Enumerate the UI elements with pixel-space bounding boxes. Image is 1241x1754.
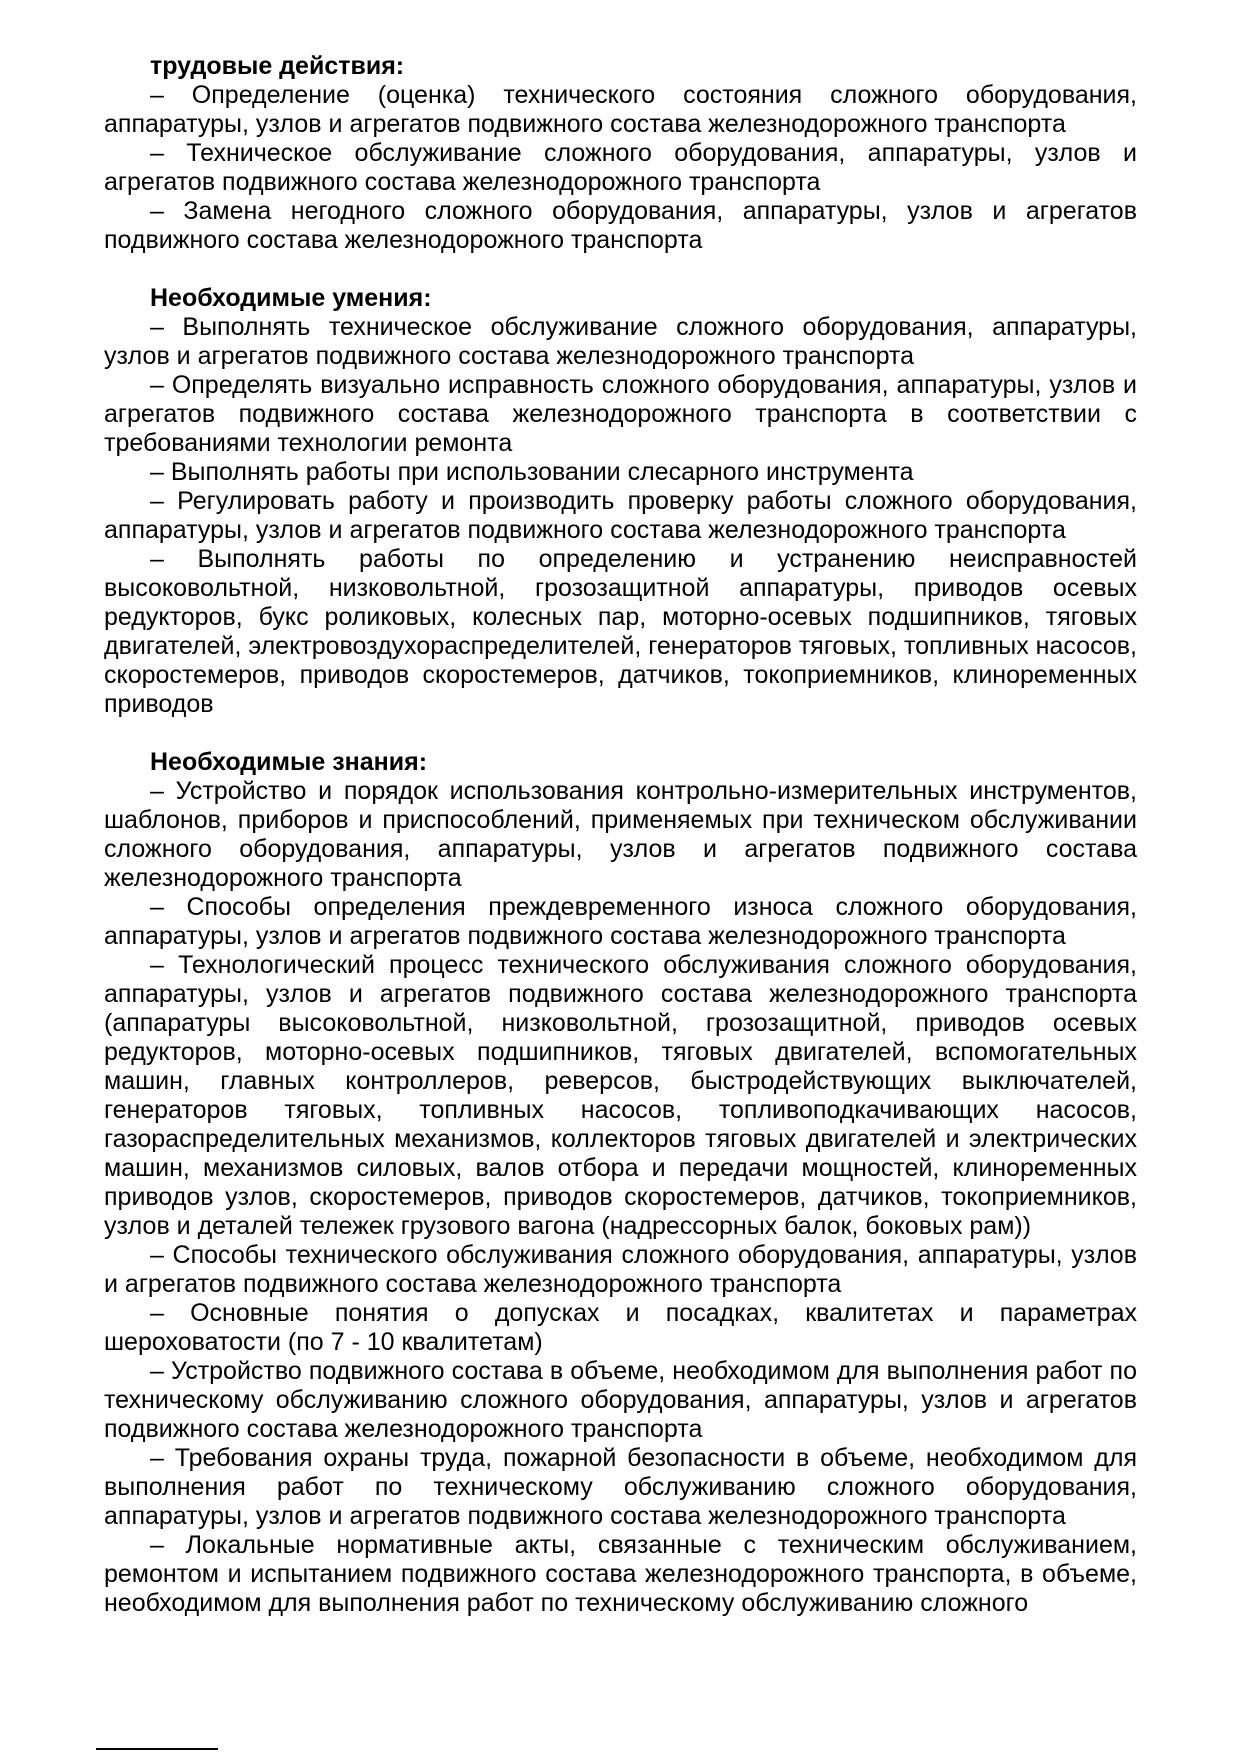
footnote-separator-line — [96, 1748, 218, 1750]
paragraph: – Устройство подвижного состава в объеме, необходимом для выполнения работ по техническому обслуживанию сложного оборудования, аппаратуры, узлов и агрегатов подвижного состава железнодорожного транспорта — [104, 1357, 1137, 1443]
section-heading: Необходимые знания: — [150, 748, 428, 776]
paragraph: – Регулировать работу и производить проверку работы сложного оборудования, аппаратуры, узлов и агрегатов подвижного состава железнодорожного транспорта — [104, 487, 1137, 544]
paragraph: – Требования охраны труда, пожарной безопасности в объеме, необходимом для выполнения работ по техническому обслуживанию сложного оборудования, аппаратуры, узлов и агрегатов подвижного состава железнодорожного транспорта — [104, 1444, 1137, 1530]
section-heading: Необходимые умения: — [150, 284, 432, 312]
paragraph: – Технологический процесс технического обслуживания сложного оборудования, аппаратуры, узлов и агрегатов подвижного состава железнодорожного транспорта (аппаратуры высоковольтной, низковольтной, грозозащитной, приводов осевых редукторов, моторно-осевых подшипников, тяговых двигателей, вспомогательных машин, главных контроллеров, реверсов, быстродействующих выключателей, генераторов тяговых, топливных насосов, топливоподкачивающих насосов, газораспределительных механизмов, коллекторов тяговых двигателей и электрических машин, механизмов силовых, валов отбора и передачи мощностей, клиноременных приводов узлов, скоростемеров, приводов скоростемеров, датчиков, токоприемников, узлов и деталей тележек грузового вагона (надрессорных балок, боковых рам)) — [104, 951, 1137, 1240]
paragraph: – Устройство и порядок использования контрольно-измерительных инструментов, шаблонов, приборов и приспособлений, применяемых при техническом обслуживании сложного оборудования, аппаратуры, узлов и агрегатов подвижного состава железнодорожного транспорта — [104, 777, 1137, 892]
paragraph: – Выполнять работы при использовании слесарного инструмента — [150, 458, 914, 486]
section-heading: трудовые действия: — [150, 52, 405, 80]
paragraph: – Выполнять работы по определению и устранению неисправностей высоковольтной, низковольтной, грозозащитной аппаратуры, приводов осевых редукторов, букс роликовых, колесных пар, моторно-осевых подшипников, тяговых двигателей, электровоздухораспределителей, генераторов тяговых, топливных насосов, скоростемеров, приводов скоростемеров, датчиков, токоприемников, клиноременных приводов — [104, 545, 1137, 718]
paragraph: – Способы технического обслуживания сложного оборудования, аппаратуры, узлов и агрегатов подвижного состава железнодорожного транспорта — [104, 1241, 1137, 1298]
paragraph: – Определять визуально исправность сложного оборудования, аппаратуры, узлов и агрегатов подвижного состава железнодорожного транспорта в соответствии с требованиями технологии ремонта — [104, 371, 1137, 457]
document-body — [104, 52, 1137, 1618]
paragraph: – Основные понятия о допусках и посадках, квалитетах и параметрах шероховатости (по 7 - 10 квалитетам) — [104, 1299, 1137, 1356]
paragraph: – Замена негодного сложного оборудования, аппаратуры, узлов и агрегатов подвижного состава железнодорожного транспорта — [104, 197, 1137, 254]
paragraph: – Выполнять техническое обслуживание сложного оборудования, аппаратуры, узлов и агрегатов подвижного состава железнодорожного транспорта — [104, 313, 1137, 370]
paragraph: – Техническое обслуживание сложного оборудования, аппаратуры, узлов и агрегатов подвижного состава железнодорожного транспорта — [104, 139, 1137, 196]
paragraph: – Способы определения преждевременного износа сложного оборудования, аппаратуры, узлов и агрегатов подвижного состава железнодорожного транспорта — [104, 893, 1137, 950]
paragraph: – Определение (оценка) технического состояния сложного оборудования, аппаратуры, узлов и агрегатов подвижного состава железнодорожного транспорта — [104, 81, 1137, 138]
paragraph: – Локальные нормативные акты, связанные с техническим обслуживанием, ремонтом и испытанием подвижного состава железнодорожного транспорта, в объеме, необходимом для выполнения работ по техническому обслуживанию сложного — [104, 1531, 1137, 1617]
